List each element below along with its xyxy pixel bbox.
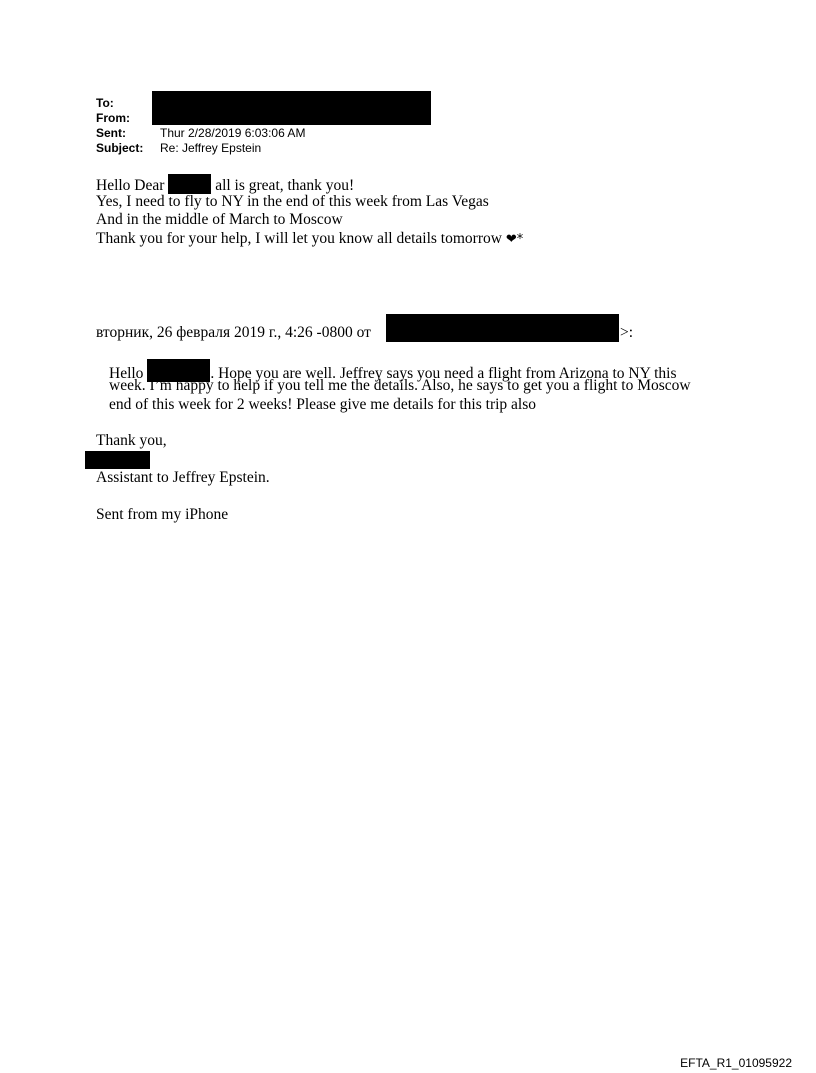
sent-label: Sent: (96, 126, 126, 140)
reply-line-4-text: Thank you for your help, I will let you know all details tomorrow (96, 230, 506, 247)
sender-redaction (386, 314, 619, 342)
quote-header-text: вторник, 26 февраля 2019 г., 4:26 -0800 от (96, 324, 371, 341)
subject-value: Re: Jeffrey Epstein (160, 141, 262, 155)
signature-name-redaction (85, 451, 150, 469)
signature-title: Assistant to Jeffrey Epstein. (96, 469, 270, 486)
signature-sent-from: Sent from my iPhone (96, 506, 229, 523)
subject-label: Subject: (96, 141, 144, 155)
from-label: From: (96, 111, 130, 125)
quoted-line-3: end of this week for 2 weeks! Please give me details for this trip also (109, 396, 536, 413)
reply-line-1 (96, 174, 354, 195)
reply-greeting-rest: all is great, thank you! (211, 177, 355, 194)
heart-icon: ❤* (505, 232, 524, 247)
signature-thanks: Thank you, (96, 432, 167, 449)
document-id: EFTA_R1_01095922 (680, 1056, 792, 1070)
reply-line-3: And in the middle of March to Moscow (96, 211, 343, 228)
reply-line-2: Yes, I need to fly to NY in the end of this week from Las Vegas (96, 193, 489, 210)
to-label: To: (96, 96, 114, 110)
name-redaction (168, 174, 211, 194)
sent-row (96, 126, 305, 141)
quoted-line-2: week. I’m happy to help if you tell me the details. Also, he says to get you a flight to Moscow (109, 377, 691, 394)
quoted-line-1-rest: . Hope you are well. Jeffrey says you need a flight from Arizona to NY this (210, 365, 677, 382)
sent-value: Thur 2/28/2019 6:03:06 AM (160, 126, 306, 140)
header-redaction (152, 91, 431, 125)
reply-line-4 (96, 230, 523, 249)
reply-greeting: Hello Dear (96, 177, 169, 194)
subject-row (96, 141, 305, 156)
quote-header (96, 324, 371, 342)
quote-header-close: >: (620, 324, 634, 341)
quoted-greeting: Hello (109, 365, 148, 382)
